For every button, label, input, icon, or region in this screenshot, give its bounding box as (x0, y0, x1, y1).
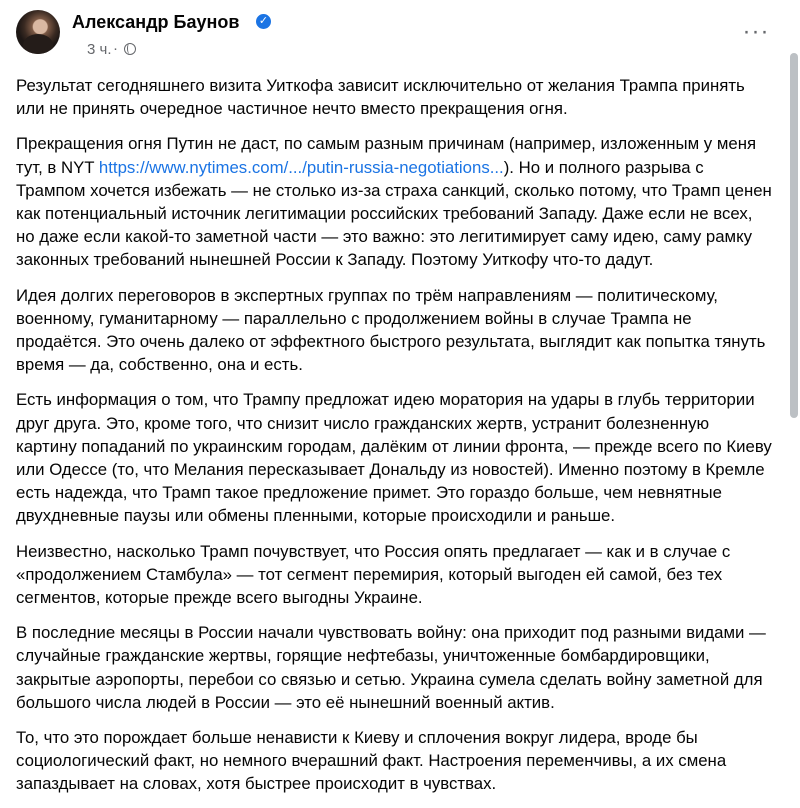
post-body (16, 74, 774, 808)
post-time[interactable]: 3 ч. (87, 41, 112, 58)
paragraph: То, что это порождает больше ненависти к Киеву и сплочения вокруг лидера, вроде бы социологический факт, но немного вчерашний факт. Настроения переменчивы, а их смена запаздывает на словах, хотя быстрее происходит в чувствах. (16, 728, 727, 794)
verified-badge-icon: ✓ (256, 14, 271, 29)
paragraph: Неизвестно, насколько Трамп почувствует, что Россия опять предлагает — как и в случае с «продолжением Стамбула» — тот сегмент перемирия, который выгоден ей самой, без тех сегментов, которые прежде всего выгодны Украине. (16, 541, 731, 608)
author-avatar[interactable] (16, 10, 60, 54)
paragraph: Результат сегодняшнего визита Уиткофа зависит исключительно от желания Трампа принять или не принять очередное частичное нечто вместо прекращения огня. (16, 76, 745, 119)
paragraph (16, 132, 774, 271)
paragraph-text: ). Но и полного разрыва с Трампом хочется избежать — не столько из-за страха санкций, сколько потому, что Трамп ценен как потенциальный источник легитимации российских требований Западу. Даже если не всех, но даже если какой-то заметной части — это важно: это легитимирует саму идею, саму рамку законных требований нынешней России к Западу. Поэтому Уиткофу что-то дадут. (16, 157, 772, 270)
scrollbar-thumb[interactable] (790, 53, 798, 418)
paragraph: Идея долгих переговоров в экспертных группах по трём направлениям — политическому, военному, гуманитарному — параллельно с продолжением войны в случае Трампа не продаётся. Это очень далеко от эффектного быстрого результата, выглядит как попытка тянуть время — да, собственно, она и есть. (16, 285, 766, 375)
more-options-icon[interactable]: ··· (742, 18, 770, 45)
meta-separator: · (113, 40, 118, 57)
author-name[interactable]: Александр Баунов (72, 12, 240, 32)
paragraph: В последние месяцы в России начали чувствовать войну: она приходит под разными видами — случайные гражданские жертвы, горящие нефтебазы, уничтоженные бомбардировщики, закрытые аэропорты, перебои со связью и сетью. Украина сумела сделать войну заметной для большого числа людей в России — это её нынешний военный актив. (16, 623, 766, 712)
globe-icon (124, 43, 136, 55)
nyt-link[interactable]: https://www.nytimes.com/.../putin-russia-negotiations... (98, 157, 504, 177)
post-header (16, 10, 784, 64)
scrollbar[interactable] (787, 0, 800, 798)
paragraph-text: Прекращения огня Путин не даст, по самым разным причинам (например, изложенным у меня тут, в NYT (16, 134, 757, 177)
paragraph: Есть информация о том, что Трампу предложат идею моратория на удары в глубь территории друг друга. Это, кроме того, что снизит число гражданских жертв, устранит болезненную картину попаданий по украинским городам, далёким от линии фронта, — прежде всего по Киеву или Одессе (то, что Мелания пересказывает Дональду из новостей). Именно поэтому в Кремле есть надежда, что Трамп такое предложение примет. Это гораздо больше, чем невнятные двухдневные паузы или обмены пленными, которые происходили и раньше. (16, 390, 772, 526)
